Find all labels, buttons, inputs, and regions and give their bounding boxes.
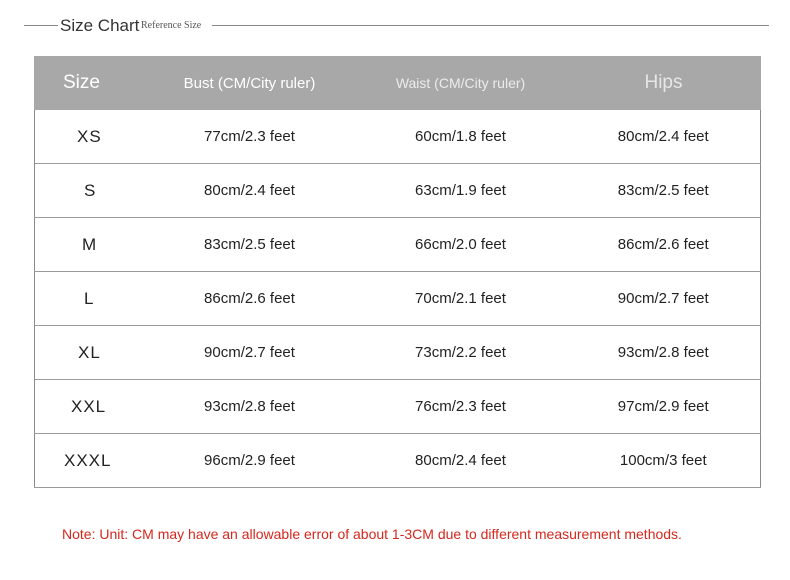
bust-cell: 80cm/2.4 feet xyxy=(145,164,355,218)
table-header-row xyxy=(35,57,761,110)
size-cell: XL xyxy=(35,326,145,380)
size-cell: M xyxy=(35,218,145,272)
size-chart-table xyxy=(34,56,761,488)
waist-cell: 66cm/2.0 feet xyxy=(355,218,567,272)
hips-cell: 90cm/2.7 feet xyxy=(567,272,761,326)
bust-cell: 83cm/2.5 feet xyxy=(145,218,355,272)
table-row xyxy=(35,434,761,488)
table-row xyxy=(35,218,761,272)
bust-cell: 77cm/2.3 feet xyxy=(145,110,355,164)
chart-subtitle: Reference Size xyxy=(141,20,202,31)
column-header-bust: Bust (CM/City ruler) xyxy=(145,57,355,110)
table-row xyxy=(35,380,761,434)
size-cell: XXXL xyxy=(35,434,145,488)
hips-cell: 80cm/2.4 feet xyxy=(567,110,761,164)
header-divider-right xyxy=(212,25,769,26)
size-cell: XXL xyxy=(35,380,145,434)
hips-cell: 93cm/2.8 feet xyxy=(567,326,761,380)
size-cell: XS xyxy=(35,110,145,164)
hips-cell: 86cm/2.6 feet xyxy=(567,218,761,272)
column-header-waist: Waist (CM/City ruler) xyxy=(355,57,567,110)
bust-cell: 93cm/2.8 feet xyxy=(145,380,355,434)
measurement-note: Note: Unit: CM may have an allowable error of about 1-3CM due to different measurement methods. xyxy=(62,526,682,542)
table-row xyxy=(35,110,761,164)
hips-cell: 83cm/2.5 feet xyxy=(567,164,761,218)
column-header-size: Size xyxy=(35,57,145,110)
waist-cell: 70cm/2.1 feet xyxy=(355,272,567,326)
waist-cell: 73cm/2.2 feet xyxy=(355,326,567,380)
table-row xyxy=(35,272,761,326)
size-cell: L xyxy=(35,272,145,326)
waist-cell: 63cm/1.9 feet xyxy=(355,164,567,218)
bust-cell: 90cm/2.7 feet xyxy=(145,326,355,380)
hips-cell: 97cm/2.9 feet xyxy=(567,380,761,434)
bust-cell: 96cm/2.9 feet xyxy=(145,434,355,488)
table-row xyxy=(35,326,761,380)
table-row xyxy=(35,164,761,218)
waist-cell: 60cm/1.8 feet xyxy=(355,110,567,164)
waist-cell: 76cm/2.3 feet xyxy=(355,380,567,434)
header-divider-left xyxy=(24,25,58,26)
waist-cell: 80cm/2.4 feet xyxy=(355,434,567,488)
chart-title: Size Chart xyxy=(60,16,140,35)
hips-cell: 100cm/3 feet xyxy=(567,434,761,488)
bust-cell: 86cm/2.6 feet xyxy=(145,272,355,326)
size-cell: S xyxy=(35,164,145,218)
column-header-hips: Hips xyxy=(567,57,761,110)
